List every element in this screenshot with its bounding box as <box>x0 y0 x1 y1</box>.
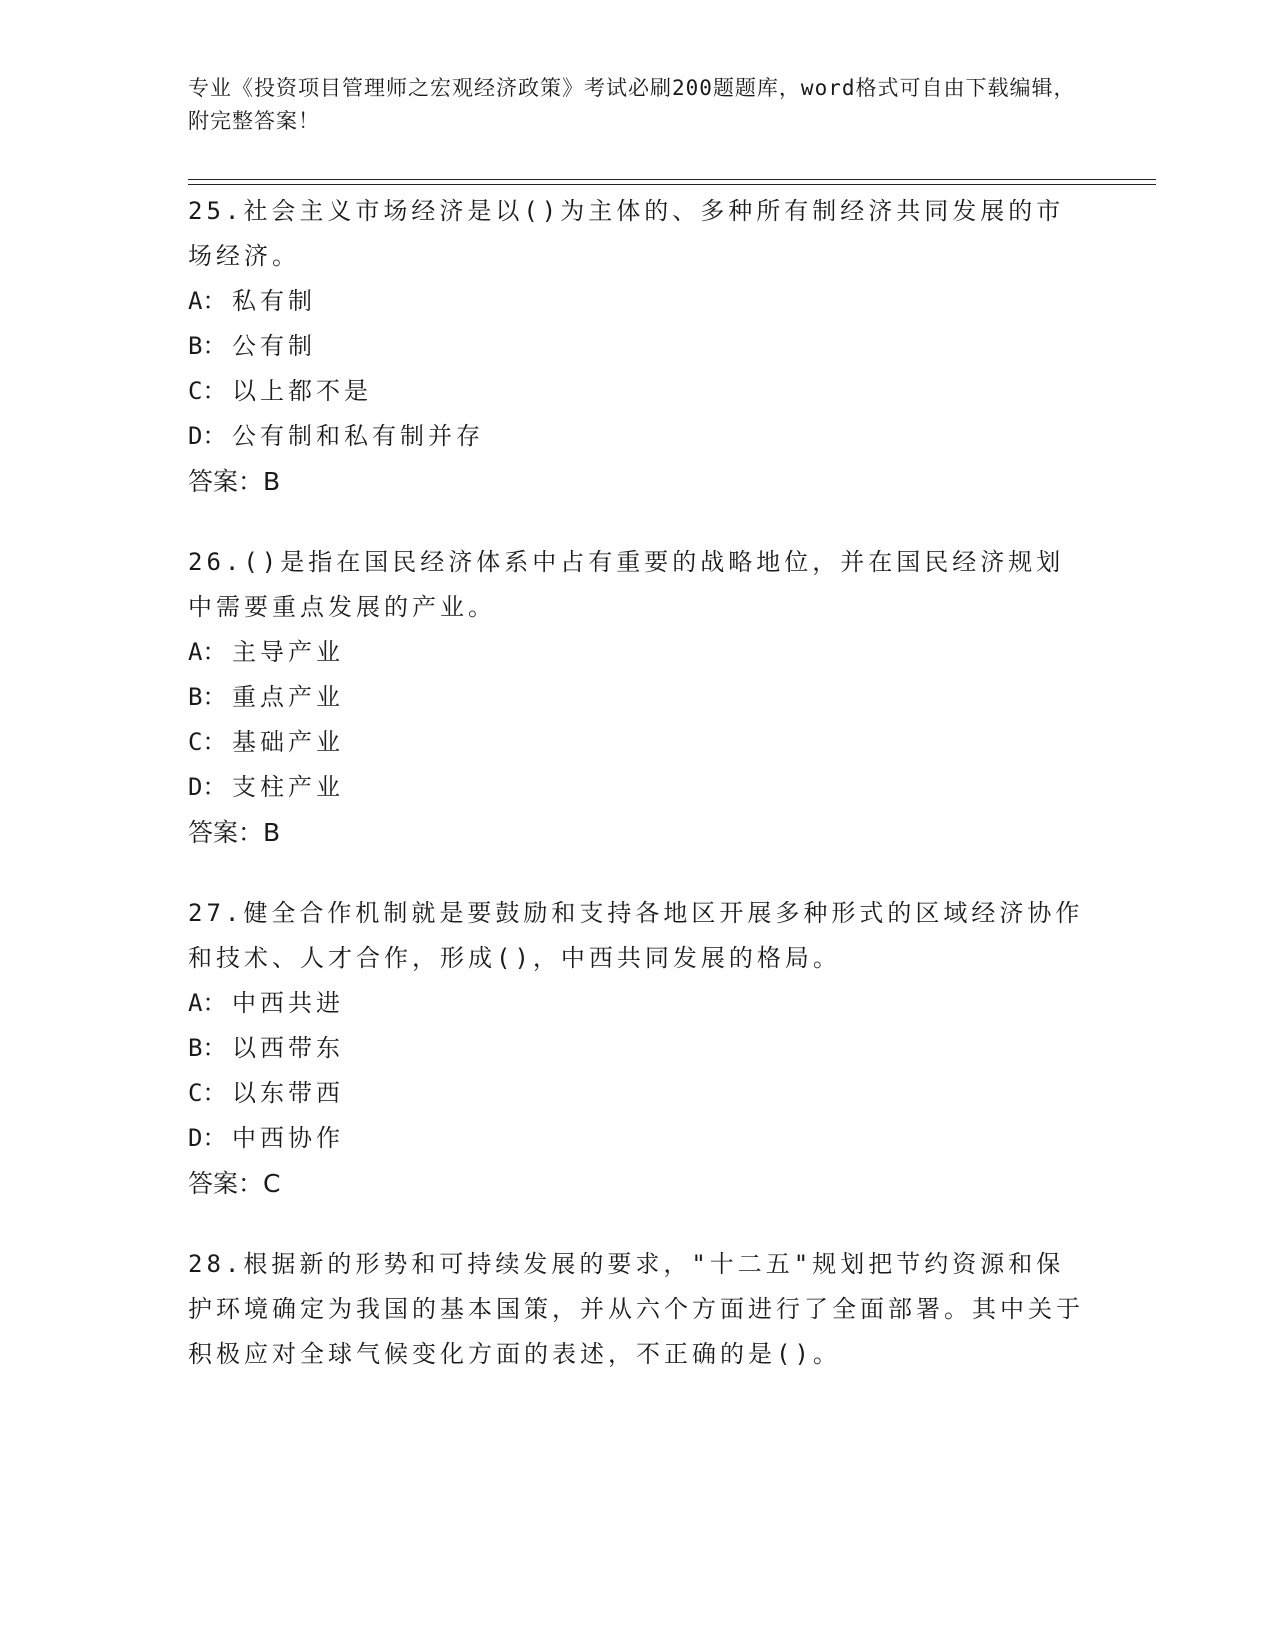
option-key: B： <box>188 332 227 360</box>
question-stem: 26.()是指在国民经济体系中占有重要的战略地位，并在国民经济规划中需要重点发展的产业。 <box>188 548 1065 621</box>
question-stem: 25.社会主义市场经济是以()为主体的、多种所有制经济共同发展的市场经济。 <box>188 197 1065 270</box>
option-a <box>188 279 1088 324</box>
question-list <box>188 189 1088 1413</box>
option-text: 中西协作 <box>232 1124 344 1152</box>
option-text: 公有制 <box>232 332 316 360</box>
option-text: 基础产业 <box>232 728 344 756</box>
answer: 答案：B <box>188 818 281 847</box>
option-key: D： <box>188 422 227 450</box>
option-d <box>188 414 1088 459</box>
option-b <box>188 1026 1088 1071</box>
question-27 <box>188 891 1088 1206</box>
question-stem: 27.健全合作机制就是要鼓励和支持各地区开展多种形式的区域经济协作和技术、人才合作，形成()，中西共同发展的格局。 <box>188 899 1084 972</box>
question-25 <box>188 189 1088 504</box>
option-text: 以东带西 <box>232 1079 344 1107</box>
option-key: D： <box>188 773 227 801</box>
option-d <box>188 1116 1088 1161</box>
answer: 答案：B <box>188 467 281 496</box>
option-b <box>188 675 1088 720</box>
answer: 答案：C <box>188 1169 281 1198</box>
document-header: 专业《投资项目管理师之宏观经济政策》考试必刷200题题库，word格式可自由下载编辑，附完整答案！ <box>188 76 1076 133</box>
option-a <box>188 630 1088 675</box>
option-key: C： <box>188 728 227 756</box>
option-key: A： <box>188 989 227 1017</box>
option-b <box>188 324 1088 369</box>
header-divider-top <box>188 179 1156 180</box>
option-text: 以西带东 <box>232 1034 344 1062</box>
option-key: C： <box>188 377 227 405</box>
option-key: A： <box>188 638 227 666</box>
option-d <box>188 765 1088 810</box>
option-key: B： <box>188 683 227 711</box>
option-c <box>188 1071 1088 1116</box>
option-key: A： <box>188 287 227 315</box>
option-text: 支柱产业 <box>232 773 344 801</box>
option-text: 私有制 <box>232 287 316 315</box>
header-divider-bottom <box>188 184 1156 185</box>
option-key: B： <box>188 1034 227 1062</box>
option-c <box>188 369 1088 414</box>
option-text: 中西共进 <box>232 989 344 1017</box>
option-text: 以上都不是 <box>232 377 372 405</box>
question-26 <box>188 540 1088 855</box>
option-key: C： <box>188 1079 227 1107</box>
option-text: 重点产业 <box>232 683 344 711</box>
question-stem: 28.根据新的形势和可持续发展的要求，"十二五"规划把节约资源和保护环境确定为我国的基本国策，并从六个方面进行了全面部署。其中关于积极应对全球气候变化方面的表述，不正确的是()。 <box>188 1250 1084 1368</box>
option-text: 公有制和私有制并存 <box>232 422 484 450</box>
option-c <box>188 720 1088 765</box>
option-text: 主导产业 <box>232 638 344 666</box>
option-key: D： <box>188 1124 227 1152</box>
option-a <box>188 981 1088 1026</box>
question-28 <box>188 1242 1088 1377</box>
